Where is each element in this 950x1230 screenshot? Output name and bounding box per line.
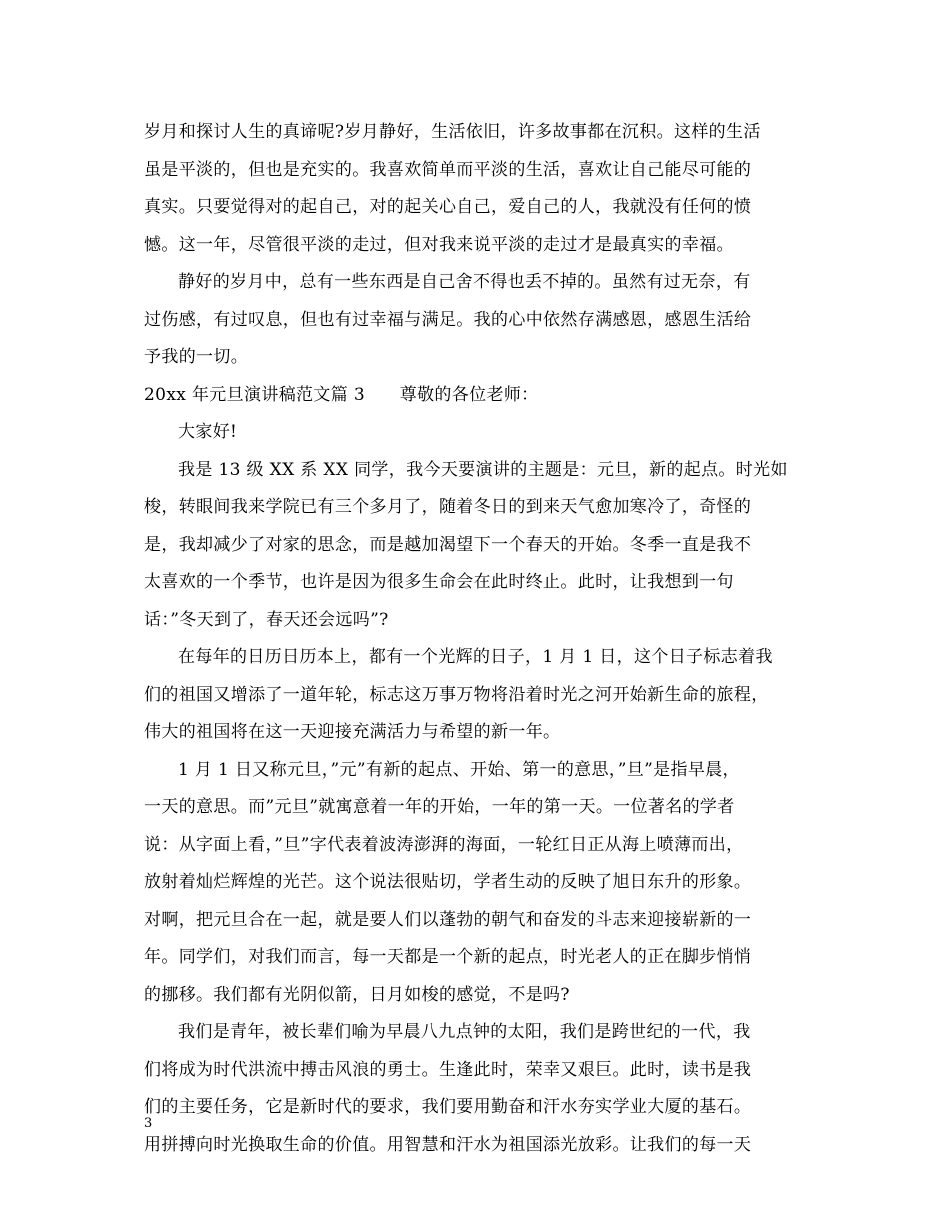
text-line: 们将成为时代洪流中搏击风浪的勇士。生逢此时，荣幸又艰巨。此时，读书是我: [144, 1059, 752, 1080]
text-line: 静好的岁月中，总有一些东西是自己舍不得也丢不掉的。虽然有过无奈，有: [178, 272, 751, 292]
text-line: 虽是平淡的，但也是充实的。我喜欢简单而平淡的生活，喜欢让自己能尽可能的: [144, 159, 752, 180]
text-line: 放射着灿烂辉煌的光芒。这个说法很贴切，学者生动的反映了旭日东升的形象。: [144, 872, 752, 892]
text-line: 我是 13 级 XX 系 XX 同学，我今天要演讲的主题是：元旦，新的起点。时光如: [178, 459, 788, 480]
text-line: 我们是青年，被长辈们喻为早晨八九点钟的太阳，我们是跨世纪的一代，我: [178, 1022, 751, 1042]
text-line: 岁月和探讨人生的真谛呢?岁月静好，生活依旧，许多故事都在沉积。这样的生活: [144, 122, 761, 142]
text-line: 真实。只要觉得对的起自己，对的起关心自己，爱自己的人，我就没有任何的愤: [144, 197, 752, 217]
text-line: 大家好!: [178, 422, 238, 442]
text-line: 一天的意思。而”元旦”就寓意着一年的开始，一年的第一天。一位著名的学者: [144, 797, 735, 817]
text-line: 话：”冬天到了，春天还会远吗”?: [144, 609, 389, 630]
text-line: 太喜欢的一个季节，也许是因为很多生命会在此时终止。此时，让我想到一句: [144, 572, 734, 592]
text-line: 对啊，把元旦合在一起，就是要人们以蓬勃的朝气和奋发的斗志来迎接崭新的一: [144, 909, 752, 930]
text-line: 们的祖国又增添了一道年轮，标志这万事万物将沿着时光之河开始新生命的旅程，: [144, 684, 769, 705]
text-line: 予我的一切。: [144, 347, 249, 367]
text-line: 们的主要任务，它是新时代的要求，我们要用勤奋和汗水夯实学业大厦的基石。: [144, 1097, 752, 1117]
text-line: 用拼搏向时光换取生命的价值。用智慧和汗水为祖国添光放彩。让我们的每一天: [144, 1134, 752, 1155]
page-number: 3: [144, 1116, 153, 1131]
text-line: 的挪移。我们都有光阴似箭，日月如梭的感觉，不是吗?: [144, 984, 570, 1005]
text-line: 过伤感，有过叹息，但也有过幸福与满足。我的心中依然存满感恩，感恩生活给: [144, 309, 752, 330]
text-line: 1 月 1 日又称元旦，”元”有新的起点、开始、第一的意思，”旦”是指早晨，: [178, 759, 740, 780]
text-line: 在每年的日历日历本上，都有一个光辉的日子，1 月 1 日，这个日子标志着我: [178, 647, 773, 667]
text-line: 伟大的祖国将在这一天迎接充满活力与希望的新一年。: [144, 722, 561, 742]
text-line: 是，我却减少了对家的思念，而是越加渴望下一个春天的开始。冬季一直是我不: [144, 534, 752, 555]
text-line: 说：从字面上看，”旦”字代表着波涛澎湃的海面，一轮红日正从海上喷薄而出，: [144, 834, 744, 855]
text-line: 憾。这一年，尽管很平淡的走过，但对我来说平淡的走过才是最真实的幸福。: [144, 234, 734, 255]
body-text: [144, 114, 806, 1164]
text-line: 年。同学们，对我们而言，每一天都是一个新的起点，时光老人的正在脚步悄悄: [144, 947, 752, 967]
text-line: 梭，转眼间我来学院已有三个多月了，随着冬日的到来天气愈加寒冷了，奇怪的: [144, 497, 752, 517]
text-line: 20xx 年元旦演讲稿范文篇 3 尊敬的各位老师：: [144, 384, 539, 405]
